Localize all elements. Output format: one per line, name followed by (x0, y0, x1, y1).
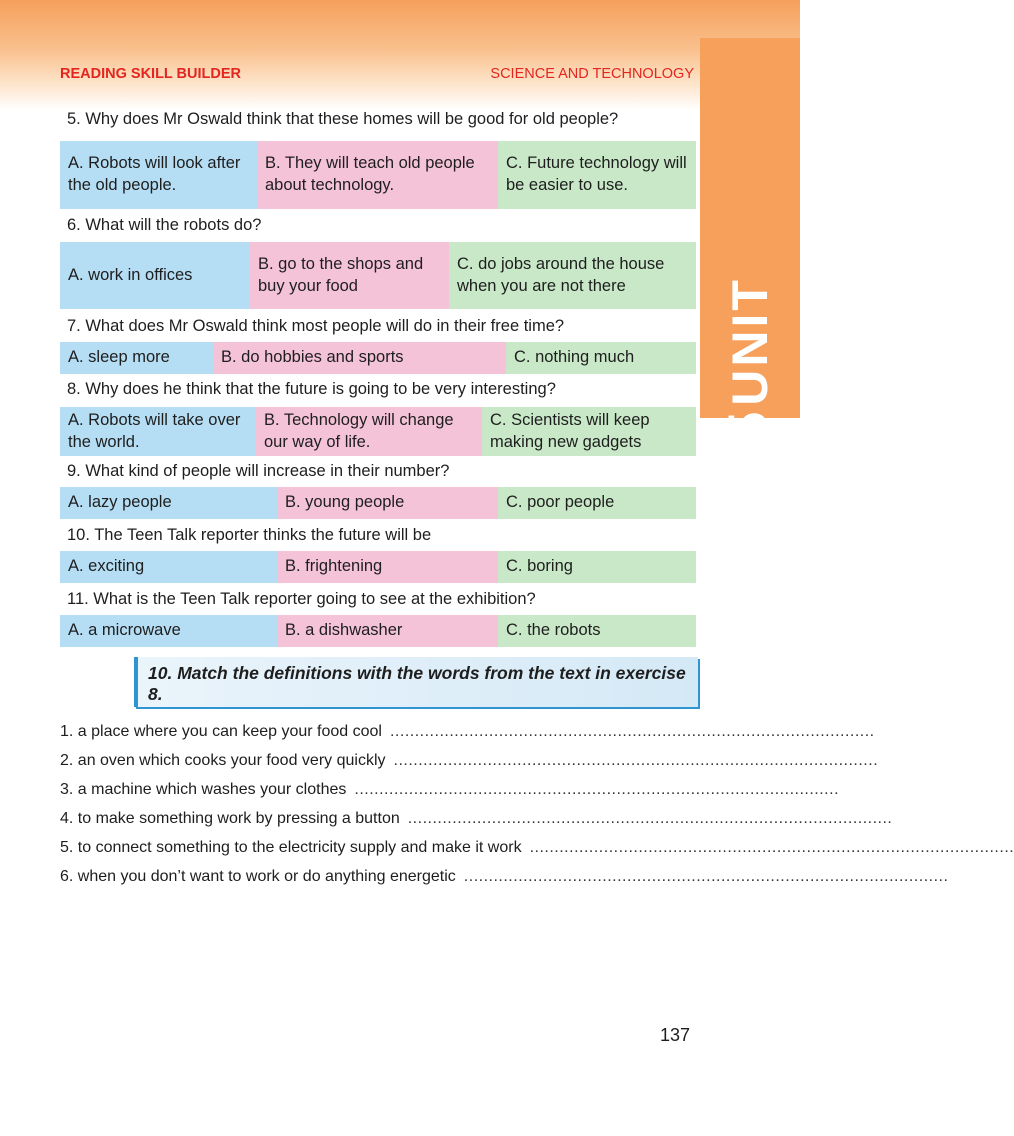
definition-item (60, 868, 949, 886)
option-c: C. poor people (498, 487, 696, 519)
question-7: 7. What does Mr Oswald think most people will do in their free time? (67, 317, 565, 335)
topic-title: SCIENCE AND TECHNOLOGY (490, 66, 694, 82)
options-row-10 (60, 551, 696, 583)
unit-number: 5 (716, 411, 779, 443)
answer-blank[interactable]: .................................................................................................. (389, 723, 875, 740)
option-a: A. Robots will look after the old people. (60, 141, 257, 209)
option-a: A. sleep more (60, 342, 213, 374)
definition-text: 2. an oven which cooks your food very quickly (60, 752, 386, 769)
exercise-title: 10. Match the definitions with the words from the text in exercise 8. (148, 663, 686, 704)
option-b: B. young people (277, 487, 498, 519)
options-row-7 (60, 342, 696, 374)
definition-text: 1. a place where you can keep your food cool (60, 723, 382, 740)
option-a: A. exciting (60, 551, 277, 583)
question-8: 8. Why does he think that the future is going to be very interesting? (67, 380, 556, 398)
option-a: A. Robots will take over the world. (60, 407, 256, 456)
answer-blank[interactable]: .................................................................................................. (354, 781, 840, 798)
option-c: C. Future technology will be easier to use. (498, 141, 696, 209)
definition-item (60, 752, 879, 770)
question-6: 6. What will the robots do? (67, 216, 262, 234)
definition-text: 5. to connect something to the electricity supply and make it work (60, 839, 522, 856)
question-5: 5. Why does Mr Oswald think that these homes will be good for old people? (67, 110, 619, 128)
option-a: A. a microwave (60, 615, 277, 647)
option-c: C. boring (498, 551, 696, 583)
option-a: A. work in offices (60, 242, 250, 309)
definition-item (60, 781, 840, 799)
options-row-11 (60, 615, 696, 647)
unit-label (716, 277, 779, 443)
option-c: C. the robots (498, 615, 696, 647)
option-c: C. Scientists will keep making new gadgets (482, 407, 696, 456)
header-band (0, 0, 800, 110)
definition-text: 6. when you don’t want to work or do anything energetic (60, 868, 456, 885)
question-9: 9. What kind of people will increase in their number? (67, 462, 450, 480)
question-11: 11. What is the Teen Talk reporter going to see at the exhibition? (67, 590, 536, 608)
answer-blank[interactable]: .................................................................................................. (407, 810, 893, 827)
option-a: A. lazy people (60, 487, 277, 519)
option-b: B. Technology will change our way of life. (256, 407, 482, 456)
options-row-5 (60, 141, 696, 209)
option-b: B. a dishwasher (277, 615, 498, 647)
question-10: 10. The Teen Talk reporter thinks the future will be (67, 526, 432, 544)
options-row-6 (60, 242, 696, 309)
options-row-9 (60, 487, 696, 519)
answer-blank[interactable]: .................................................................................................. (393, 752, 879, 769)
unit-word: UNIT (722, 277, 778, 406)
option-b: B. frightening (277, 551, 498, 583)
option-c: C. nothing much (506, 342, 696, 374)
definition-item (60, 723, 875, 741)
option-b: B. go to the shops and buy your food (250, 242, 449, 309)
option-b: B. do hobbies and sports (213, 342, 506, 374)
definition-text: 4. to make something work by pressing a button (60, 810, 400, 827)
definition-item (60, 810, 893, 828)
option-b: B. They will teach old people about technology. (257, 141, 498, 209)
options-row-8 (60, 407, 696, 456)
answer-blank[interactable]: .................................................................................................. (529, 839, 1014, 856)
option-c: C. do jobs around the house when you are not there (449, 242, 696, 309)
answer-blank[interactable]: .................................................................................................. (463, 868, 949, 885)
definition-item (60, 839, 1014, 857)
definition-text: 3. a machine which washes your clothes (60, 781, 347, 798)
page-number: 137 (660, 1025, 691, 1045)
section-title: READING SKILL BUILDER (60, 66, 241, 82)
